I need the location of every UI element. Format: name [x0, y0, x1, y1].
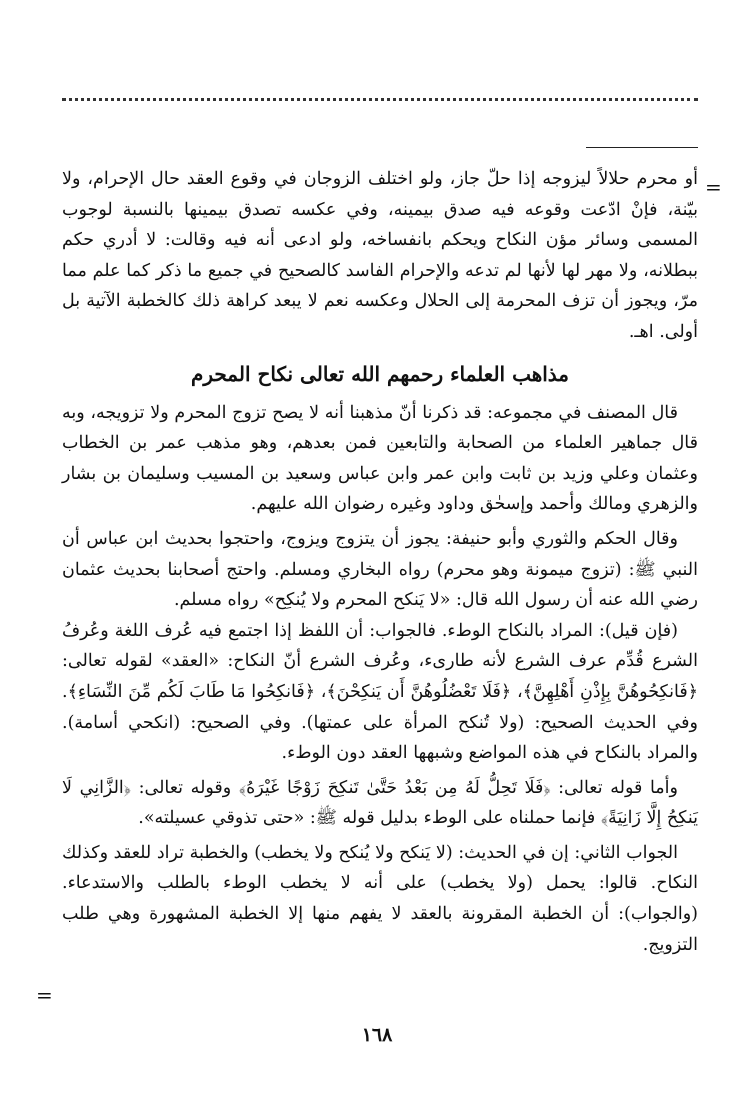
paragraph-1: قال المصنف في مجموعه: قد ذكرنا أنّ مذهبنا أنه لا يصح تزوج المحرم ولا تزويجه، وبه قال جماهير العلماء من الصحابة والتابعين فمن بعدهم، وهو مذهب عمر بن الخطاب وعثمان وعلي وزيد بن ثابت وابن عمر وابن عباس وسعيد بن المسيب وسليمان بن بشار والزهري ومالك وأحمد وإسحٰق وداود وغيره رضوان الله عليهم.: [62, 402, 698, 515]
page-number: ١٦٨: [361, 1024, 393, 1046]
continuation-mark-top: =: [705, 175, 722, 199]
footnote-paragraph: أو محرم حلالاً ليزوجه إذا حلّ جاز، ولو اختلف الزوجان في وقوع العقد حال الإحرام، ولا بيّنة، فإنْ ادّعت وقوعه فيه صدق بيمينه، وفي عكسه تصدق بيمينها بالنسبة لوجوب المسمى وسائر مؤن النكاح ويحكم بانفساخه، ولو ادعى أنه فيه وقالت: لا أدري حكم ببطلانه، ولا مهر لها لأنها لم تدعه والإحرام الفاسد كالصحيح في جميع ما ذكر كما علم مما مرّ، ويجوز أن تزف المحرمة إلى الحلال وعكسه نعم لا يبعد كراهة ذلك كالخطبة الآتية بل أولى. اهـ.: [62, 169, 698, 342]
footnote-separator-rule: [586, 147, 698, 148]
page-content: [62, 164, 698, 960]
paragraph-2: وقال الحكم والثوري وأبو حنيفة: يجوز أن يتزوج ويزوج، واحتجوا بحديث ابن عباس أن النبي ﷺ: (تزوج ميمونة وهو محرم) رواه البخاري ومسلم. واحتج أصحابنا بحديث عثمان رضي الله عنه أن رسول الله قال: «لا يَنكح المحرم ولا يُنكِح» رواه مسلم.: [62, 528, 698, 611]
paragraph-4: وأما قوله تعالى: ﴿فَلَا تَحِلُّ لَهُ مِن بَعْدُ حَتَّىٰ تَنكِحَ زَوْجًا غَيْرَهُ﴾ وقوله تعالى: ﴿الزَّانِي لَا يَنكِحُ إِلَّا زَانِيَةً﴾ فإنما حملناه على الوطء بدليل قوله ﷺ: «حتى تذوقي عسيلته».: [62, 777, 698, 829]
header-dotted-line: [62, 98, 698, 109]
continuation-mark-bottom: =: [36, 983, 53, 1007]
section-heading: مذاهب العلماء رحمهم الله تعالى نكاح المحرم: [190, 361, 570, 386]
footnote-continuation: [62, 164, 698, 348]
main-text: [62, 398, 698, 961]
paragraph-5: الجواب الثاني: إن في الحديث: (لا يَنكح ولا يُنكح ولا يخطب) والخطبة تراد للعقد وكذلك النكاح. قالوا: يحمل (ولا يخطب) على أنه لا يخطب الوطء بالطلب والاستدعاء. (والجواب): أن الخطبة المقرونة بالعقد لا يفهم منها إلا الخطبة المشهورة وهي طلب التزويج.: [62, 842, 698, 955]
paragraph-3: (فإن قيل): المراد بالنكاح الوطء. فالجواب: أن اللفظ إذا اجتمع فيه عُرف اللغة وعُرفُ الشرع قُدِّم عرف الشرع لأنه طارىء، وعُرف الشرع أنّ النكاح: «العقد» لقوله تعالى: ﴿فَانكِحُوهُنَّ بِإِذْنِ أَهْلِهِنَّ﴾، ﴿فَلَا تَعْضُلُوهُنَّ أَن يَنكِحْنَ﴾، ﴿فَانكِحُوا مَا طَابَ لَكُم مِّنَ النِّسَاءِ﴾. وفي الحديث الصحيح: (ولا تُنكح المرأة على عمتها). وفي الصحيح: (انكحي أسامة). والمراد بالنكاح في هذه المواضع وشبهها العقد دون الوطء.: [62, 620, 698, 764]
